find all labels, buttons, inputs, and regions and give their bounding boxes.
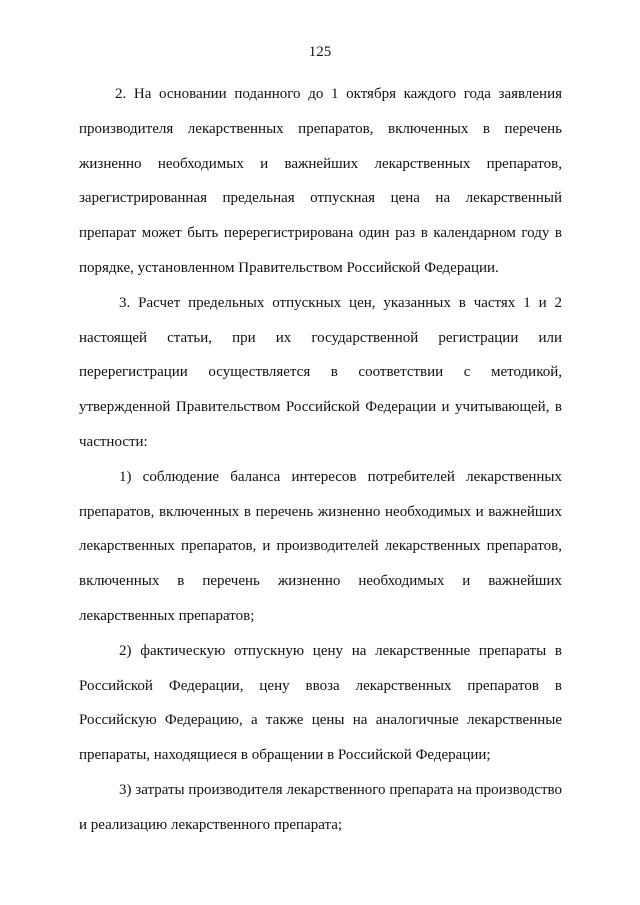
paragraph-price-calculation: 3. Расчет предельных отпускных цен, указанных в частях 1 и 2 настоящей статьи, при их государственной регистрации или перерегистрации осуществляется в соответствии с методикой, утвержденной Правительством Российской Федерации и учитывающей, в частности:: [79, 294, 562, 450]
document-body: [79, 77, 562, 843]
paragraph-registration-renewal: 2. На основании поданного до 1 октября каждого года заявления производителя лекарственных препаратов, включенных в перечень жизненно необходимых и важнейших лекарственных препаратов, зарегистрированная предельная отпускная цена на лекарственный препарат может быть перерегистрирована один раз в календарном году в порядке, установленном Правительством Российской Федерации.: [79, 86, 562, 276]
list-item-interest-balance: 1) соблюдение баланса интересов потребителей лекарственных препаратов, включенных в перечень жизненно необходимых и важнейших лекарственных препаратов, и производителей лекарственных препаратов, включенных в перечень жизненно необходимых и важнейших лекарственных препаратов;: [79, 468, 562, 624]
page-number: 125: [308, 44, 332, 60]
list-item-producer-costs: 3) затраты производителя лекарственного препарата на производство и реализацию лекарственного препарата;: [79, 781, 562, 833]
list-item-actual-price: 2) фактическую отпускную цену на лекарственные препараты в Российской Федерации, цену ввоза лекарственных препаратов в Российскую Федерацию, а также цены на аналогичные лекарственные препараты, находящиеся в обращении в Российской Федерации;: [79, 642, 562, 764]
